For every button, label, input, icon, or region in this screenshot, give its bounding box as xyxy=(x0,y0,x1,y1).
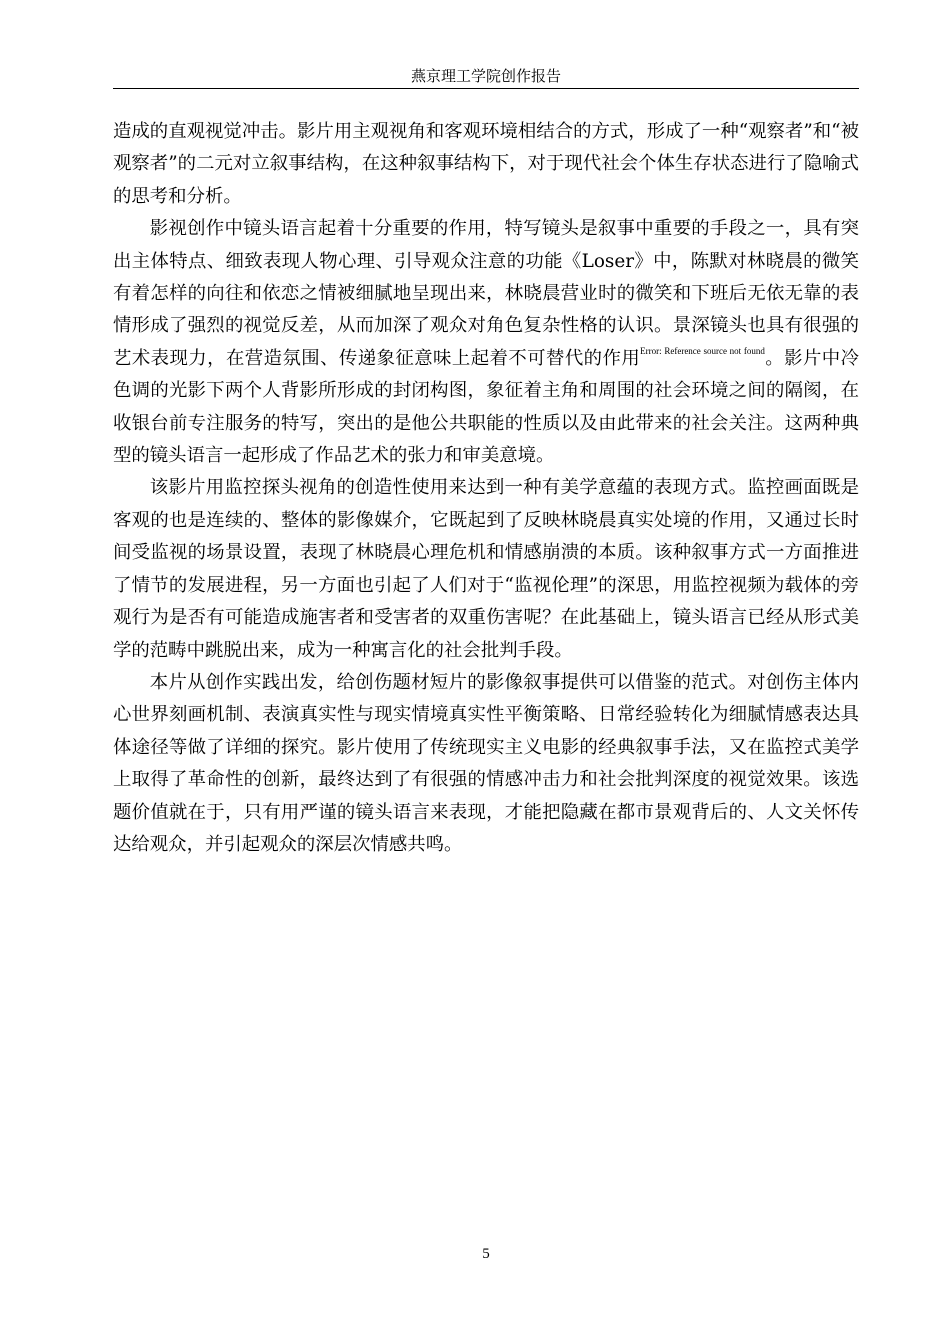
paragraph-surveillance: 该影片用监控探头视角的创造性使用来达到一种有美学意蕴的表现方式。监控画面既是客观的也是连续的、整体的影像媒介，它既起到了反映林晓晨真实处境的作用，又通过长时间受监视的场景设置，表现了林晓晨心理危机和情感崩溃的本质。该种叙事方式一方面推进了情节的发展进程，另一方面也引起了人们对于“监视伦理”的深思，用监控视频为载体的旁观行为是否有可能造成施害者和受害者的双重伤害呢？在此基础上，镜头语言已经从形式美学的范畴中跳脱出来，成为一种寓言化的社会批判手段。 xyxy=(113,477,859,661)
paragraph-continued: 造成的直观视觉冲击。影片用主观视角和客观环境相结合的方式，形成了一种“观察者”和“被观察者”的二元对立叙事结构，在这种叙事结构下，对于现代社会个体生存状态进行了隐喻式的思考和分析。 xyxy=(113,121,859,207)
paragraph-conclusion: 本片从创作实践出发，给创伤题材短片的影像叙事提供可以借鉴的范式。对创伤主体内心世界刻画机制、表演真实性与现实情境真实性平衡策略、日常经验转化为细腻情感表达具体途径等做了详细的探究。影片使用了传统现实主义电影的经典叙事手法，又在监控式美学上取得了革命性的创新，最终达到了有很强的情感冲击力和社会批判深度的视觉效果。该选题价值就在于，只有用严谨的镜头语言来表现，才能把隐藏在都市景观背后的、人文关怀传达给观众，并引起观众的深层次情感共鸣。 xyxy=(113,671,859,855)
running-header: 燕京理工学院创作报告 xyxy=(410,67,561,85)
reference-error: Error: Reference source not found xyxy=(640,345,765,356)
paragraph-shot-language xyxy=(113,213,859,472)
document-body xyxy=(113,116,859,861)
paragraph-text: 。影片中冷色调的光影下两个人背影所形成的封闭构图，象征着主角和周围的社会环境之间的隔阂，在收银台前专注服务的特写，突出的是他公共职能的性质以及由此带来的社会关注。这两种典型的镜头语言一起形成了作品艺术的张力和审美意境。 xyxy=(113,347,859,467)
header-rule xyxy=(113,88,859,89)
page-number: 5 xyxy=(482,1246,490,1262)
paragraph-text: 影视创作中镜头语言起着十分重要的作用，特写镜头是叙事中重要的手段之一，具有突出主体特点、细致表现人物心理、引导观众注意的功能《Loser》中，陈默对林晓晨的微笑有着怎样的向往和依恋之情被细腻地呈现出来，林晓晨营业时的微笑和下班后无依无靠的表情形成了强烈的视觉反差，从而加深了观众对角色复杂性格的认识。景深镜头也具有很强的艺术表现力，在营造氛围、传递象征意味上起着不可替代的作用 xyxy=(113,218,859,369)
